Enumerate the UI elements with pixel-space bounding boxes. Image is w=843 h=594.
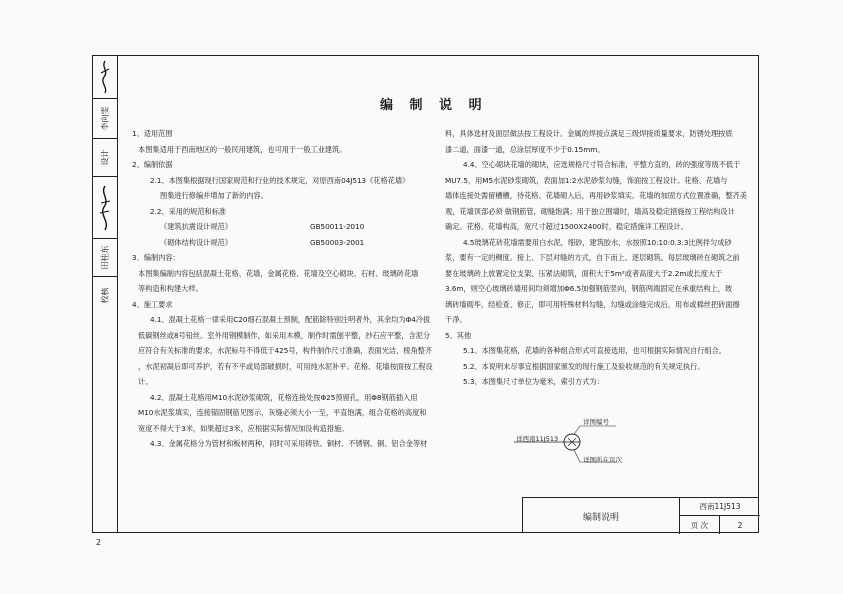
text-line: 确定。花格、花墙构高，宽尺寸超过1500X2400时，稳定措施详工程设计。 xyxy=(445,222,688,231)
atlas-code: 西南11J513 xyxy=(680,498,760,516)
text-line: 本图集适用于西南地区的一般民用建筑，也可用于一般工业建筑。 xyxy=(138,144,347,154)
text-line: 4.5玻璃花砖花墙需要用白水泥，细砂，建筑胶水，水按照10:10:0.3:3比例拌匀成砂 xyxy=(463,237,732,247)
text-line: 干净。 xyxy=(445,315,467,324)
page-number-cell: 2 xyxy=(737,520,743,530)
side-label: 田桂东 xyxy=(100,245,110,270)
text-line: 4、施工要求 xyxy=(132,299,173,309)
text-line: 4.1、混凝土花格一律采用C20细石混凝土预制，配筋除特别注明者外，其余均为Φ4冷拔 xyxy=(150,315,431,324)
standard-name: 《建筑抗震设计规范》 xyxy=(160,222,232,231)
text-line: 观，花墙顶部必须 做钢筋管，砌缝饱满；用于独立围墙时，墙高及稳定措施按工程结构设计 xyxy=(445,206,735,216)
signature-cell xyxy=(92,55,118,99)
text-line: 3.6m，则空心玻璃砖墙用间均须增加Φ6.5加强钢筋竖向，钢筋两端固定在承重结构上，玻 xyxy=(445,284,733,293)
side-cell-design xyxy=(92,139,118,177)
signature-mark xyxy=(98,183,112,233)
text-line: 料，具体选材及面层做法按工程设计。金属的焊接点满足三级焊接质量要求，防锈处理按底 xyxy=(445,129,733,138)
standard-code: GB50011-2010 xyxy=(310,222,365,231)
page-number: 2 xyxy=(96,538,102,547)
text-line: ，水泥初凝后即可养护，若有不平或局部破损时，可用纯水泥补平。花格、花墙按面按工程设 xyxy=(138,361,433,371)
text-line: 4.3、金属花格分为管材和板材两种，同时可采用铸铁、铜材、不锈钢、铜、铝合金等材 xyxy=(150,439,428,448)
text-line: 漆二道，面漆一道，总涂层厚度不少于0.15mm。 xyxy=(445,144,605,154)
text-line: 浆，要有一定的稠度。接上、下层对缝的方式，自下而上、逐层砌筑。每层玻璃砖在砌筑之前 xyxy=(445,253,740,262)
text-line: 璃砖墙砌毕，经检查、修正，即可用特殊材料勾缝，勾缝或涂缝完成后，用布或棉丝把砖面擦 xyxy=(445,299,740,309)
atlas-reference-label: 详西南11J513 xyxy=(516,435,559,443)
text-line: 墙体连接处需留槽槽，待花格、花墙砌入后，再用砂浆填实。花墙的加固方式位置准确，整齐美 xyxy=(445,191,747,200)
page-reference-label: 详图所在页次 xyxy=(583,456,622,464)
text-line: 图集进行修编并增加了新的内容。 xyxy=(160,191,268,200)
signature-strip xyxy=(92,55,118,533)
text-line: 1、适用范围 xyxy=(132,129,173,138)
text-line: MU7.5，用M5水泥砂浆砌筑，表面加1:2水泥砂浆勾缝，饰面按工程设计。花格、花墙与 xyxy=(445,175,728,185)
side-cell-name xyxy=(92,239,118,277)
text-line: 4.4、空心砌块花墙的砌块，应选规格尺寸符合标准，平整方直的，砖的强度等级不低于 xyxy=(463,160,741,169)
signature-cell xyxy=(92,177,118,239)
page-label: 页 次 xyxy=(680,516,720,534)
drawing-name: 编制说明 xyxy=(523,498,680,534)
standard-code: GB50003-2001 xyxy=(310,237,365,247)
signature-mark xyxy=(98,59,112,95)
text-line: 2.2、采用的规范和标准 xyxy=(150,206,227,216)
standard-name: 《砌体结构设计规范》 xyxy=(160,237,232,247)
text-line: 宽度不得大于3米，如果超过3米，应根据实际情况加设构造措施。 xyxy=(138,423,349,433)
text-line: 计。 xyxy=(138,377,153,386)
standard-row xyxy=(132,235,432,251)
text-line: 等构造和构建大样。 xyxy=(138,284,203,293)
page-title: 编 制 说 明 xyxy=(380,98,488,113)
title-block xyxy=(522,497,759,533)
right-column xyxy=(445,126,750,390)
text-line: 要在玻璃砖上放置定位支架、压紧法砌筑，面积大于5m²或者高度大于2.2m或长度大于 xyxy=(445,268,723,278)
text-line: 5.2、本说明未尽事宜根据国家颁发的现行施工及验收规范的有关规定执行。 xyxy=(463,361,705,371)
side-cell-review xyxy=(92,277,118,313)
text-line: 5.1、本图集花格，花墙的各种组合形式可直接选用，也可根据实际情况自行组合。 xyxy=(463,346,726,355)
text-line: 3、编制内容： xyxy=(132,253,180,262)
side-label: 李向雯 xyxy=(100,106,110,131)
text-line: M10水泥浆填实，连接锚固钢筋见图示，灰缝必须大小一至，平直饱满，组合花格的高度和 xyxy=(138,408,427,417)
text-line: 2.1、本图集根据现行国家规范和行业的技术规定，对原西南04J513《花格花墙》 xyxy=(150,175,410,185)
standard-row xyxy=(132,219,432,235)
text-line: 5、其他 xyxy=(445,330,472,340)
side-label: 校核 xyxy=(100,287,110,303)
text-line: 5.3、本图集尺寸单位为毫米，索引方式为： xyxy=(463,377,604,386)
text-line: 低碳钢丝或8号铅丝。室外用钢模制作，如采用木模，制作时需刨平整，抄石应平整，含泥分 xyxy=(138,330,431,340)
text-line: 4.2、混凝土花格用M10水泥砂浆砌筑，花格连接处按Φ25预留孔，用Φ8钢筋插入用 xyxy=(150,392,418,402)
side-label: 设计 xyxy=(100,149,110,166)
text-line: 应符合有关标准的要求，水泥标号不得低于425号，构件制作尺寸准确，表面光洁，棱角整齐 xyxy=(138,346,433,355)
detail-number-label: 详图编号 xyxy=(583,418,609,426)
text-line: 本图集编制内容包括混凝土花格、花墙，金属花格、花墙及空心砌块、石材、玻璃砖花墙 xyxy=(138,268,419,278)
left-column xyxy=(132,126,432,452)
text-line: 2、编制依据 xyxy=(132,160,173,169)
leader-line xyxy=(574,426,616,434)
side-cell-checker xyxy=(92,99,118,139)
